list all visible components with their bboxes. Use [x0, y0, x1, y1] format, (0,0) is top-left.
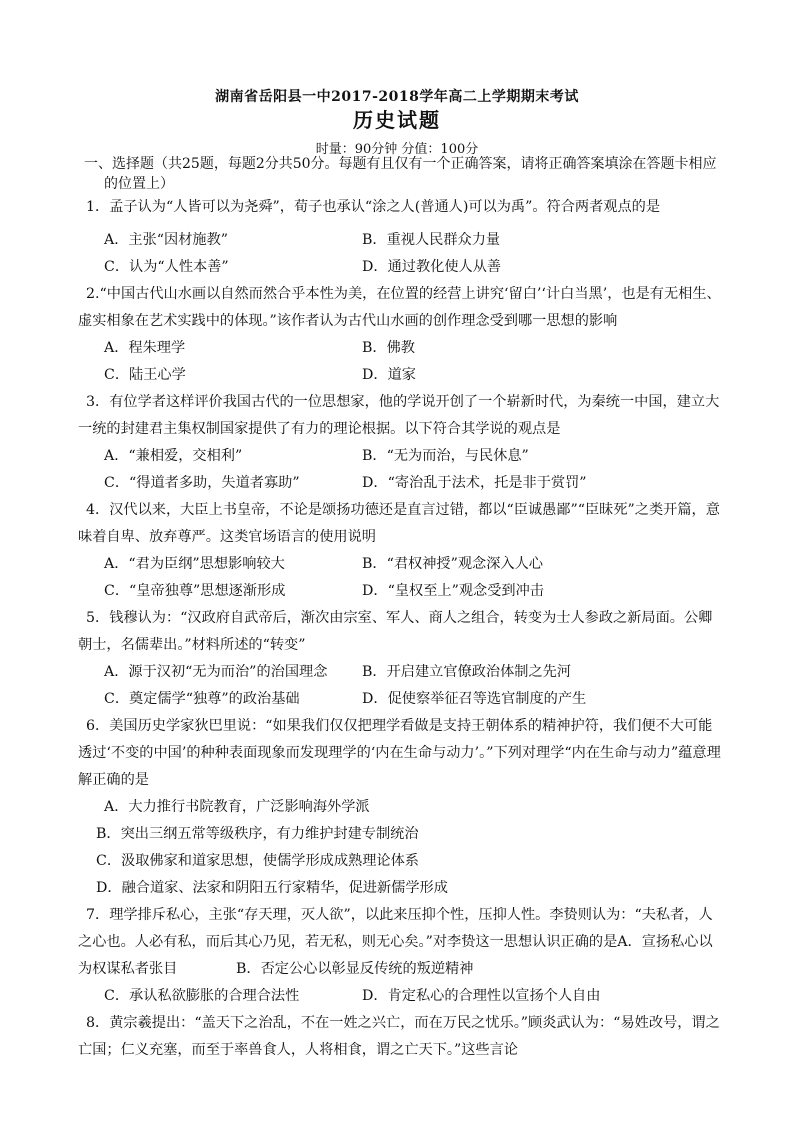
question-1-option-c: C．认为“人性本善”: [104, 259, 229, 275]
subject-title: 历史试题: [353, 108, 441, 132]
question-7-option-b: B．否定公心以彰显反传统的叛逆精神: [236, 961, 474, 977]
question-3-stem: 3．有位学者这样评价我国古代的一位思想家，他的学说开创了一个崭新时代，为秦统一中国，建立大一统的封建君主集权制国家提供了有力的理论根据。以下符合其学说的观点是: [78, 394, 720, 437]
question-1-option-d: D．通过教化使人从善: [362, 259, 502, 275]
question-2-option-b: B．佛教: [362, 340, 415, 356]
question-5-option-b: B．开启建立官僚政治体制之先河: [362, 664, 572, 680]
exam-info: 时量：90分钟 分值：100分: [315, 142, 479, 157]
question-1-option-b: B．重视人民群众力量: [362, 232, 501, 248]
section-heading: 一、选择题（共25题，每题2分共50分。每题有且仅有一个正确答案，请将正确答案填涂在答题卡相应的位置上）: [84, 156, 717, 192]
question-3-option-c: C．“得道者多助，失道者寡助”: [104, 475, 300, 491]
question-3-option-d: D．“寄治乱于法术，托是非于赏罚”: [362, 475, 587, 491]
question-6-stem: 6．美国历史学家狄巴里说：“如果我们仅仅把理学看做是支持王朝体系的精神护符，我们便不大可能透过‘不变的中国’的种种表面现象而发现理学的‘内在生命与动力’。”下列对理学“内在生命与动力”蕴意理解正确的是: [78, 718, 721, 788]
question-5-option-a: A．源于汉初“无为而治”的治国理念: [104, 664, 328, 680]
question-1-option-a: A．主张“因材施教”: [104, 232, 229, 248]
question-2-option-d: D．道家: [362, 367, 416, 383]
question-5-stem: 5．钱穆认为：“汉政府自武帝后，渐次由宗室、军人、商人之组合，转变为士人参政之新局面。公卿朝士，名儒辈出。”材料所述的“转变”: [78, 610, 713, 653]
question-7-stem: 7．理学排斥私心，主张“存天理，灭人欲”，以此来压抑个性，压抑人性。李贽则认为：“夫私者，人之心也。人必有私，而后其心乃见，若无私，则无心矣。”对李贽这一思想认识正确的是A．宣扬私心以为权谋私者张目: [78, 907, 713, 977]
question-8-stem: 8．黄宗羲提出：“盖天下之治乱，不在一姓之兴亡，而在万民之忧乐。”顾炎武认为：“易姓改号，谓之亡国；仁义充塞，而至于率兽食人，人将相食，谓之亡天下。”这些言论: [78, 1015, 720, 1058]
question-7-option-c: C．承认私欲膨胀的合理合法性: [104, 988, 300, 1004]
question-4-option-c: C．“皇帝独尊”思想逐渐形成: [104, 583, 286, 599]
question-2-stem: 2.“中国古代山水画以自然而然合乎本性为美，在位置的经营上讲究‘留白’‘计白当黑’，也是有无相生、虚实相象在艺术实践中的体现。”该作者认为古代山水画的创作理念受到哪一思想的影响: [78, 286, 721, 329]
question-4-option-b: B．“君权神授”观念深入人心: [362, 556, 543, 572]
question-4-stem: 4．汉代以来，大臣上书皇帝，不论是颂扬功德还是直言过错，都以“臣诚愚鄙”“臣昧死”之类开篇，意味着自卑、放弃尊严。这类官场语言的使用说明: [78, 502, 720, 545]
question-6-option-b: B．突出三纲五常等级秩序，有力维护封建专制统治: [96, 826, 419, 842]
question-2-option-c: C．陆王心学: [104, 367, 186, 383]
question-4-option-d: D．“皇权至上”观念受到冲击: [362, 583, 544, 599]
question-body: [78, 154, 726, 1064]
question-6-option-a: A．大力推行书院教育，广泛影响海外学派: [104, 799, 370, 815]
question-5-option-d: D．促使察举征召等选官制度的产生: [362, 691, 587, 707]
question-6-option-c: C．汲取佛家和道家思想，使儒学形成成熟理论体系: [96, 853, 419, 869]
question-5-option-c: C．奠定儒学“独尊”的政治基础: [104, 691, 300, 707]
question-2-option-a: A．程朱理学: [104, 340, 186, 356]
question-4-option-a: A．“君为臣纲”思想影响较大: [104, 556, 285, 572]
question-1-stem: 1．孟子认为“人皆可以为尧舜”，荀子也承认“涂之人(普通人)可以为禹”。符合两者观点的是: [86, 199, 661, 215]
question-3-option-b: B．“无为而治，与民休息”: [362, 448, 529, 464]
question-6-option-d: D．融合道家、法家和阴阳五行家精华，促进新儒学形成: [96, 880, 448, 896]
school-exam-title: 湖南省岳阳县一中2017-2018学年高二上学期期末考试: [215, 89, 579, 105]
question-3-option-a: A．“兼相爱，交相利”: [104, 448, 243, 464]
question-7-option-d: D．肯定私心的合理性以宣扬个人自由: [362, 988, 601, 1004]
